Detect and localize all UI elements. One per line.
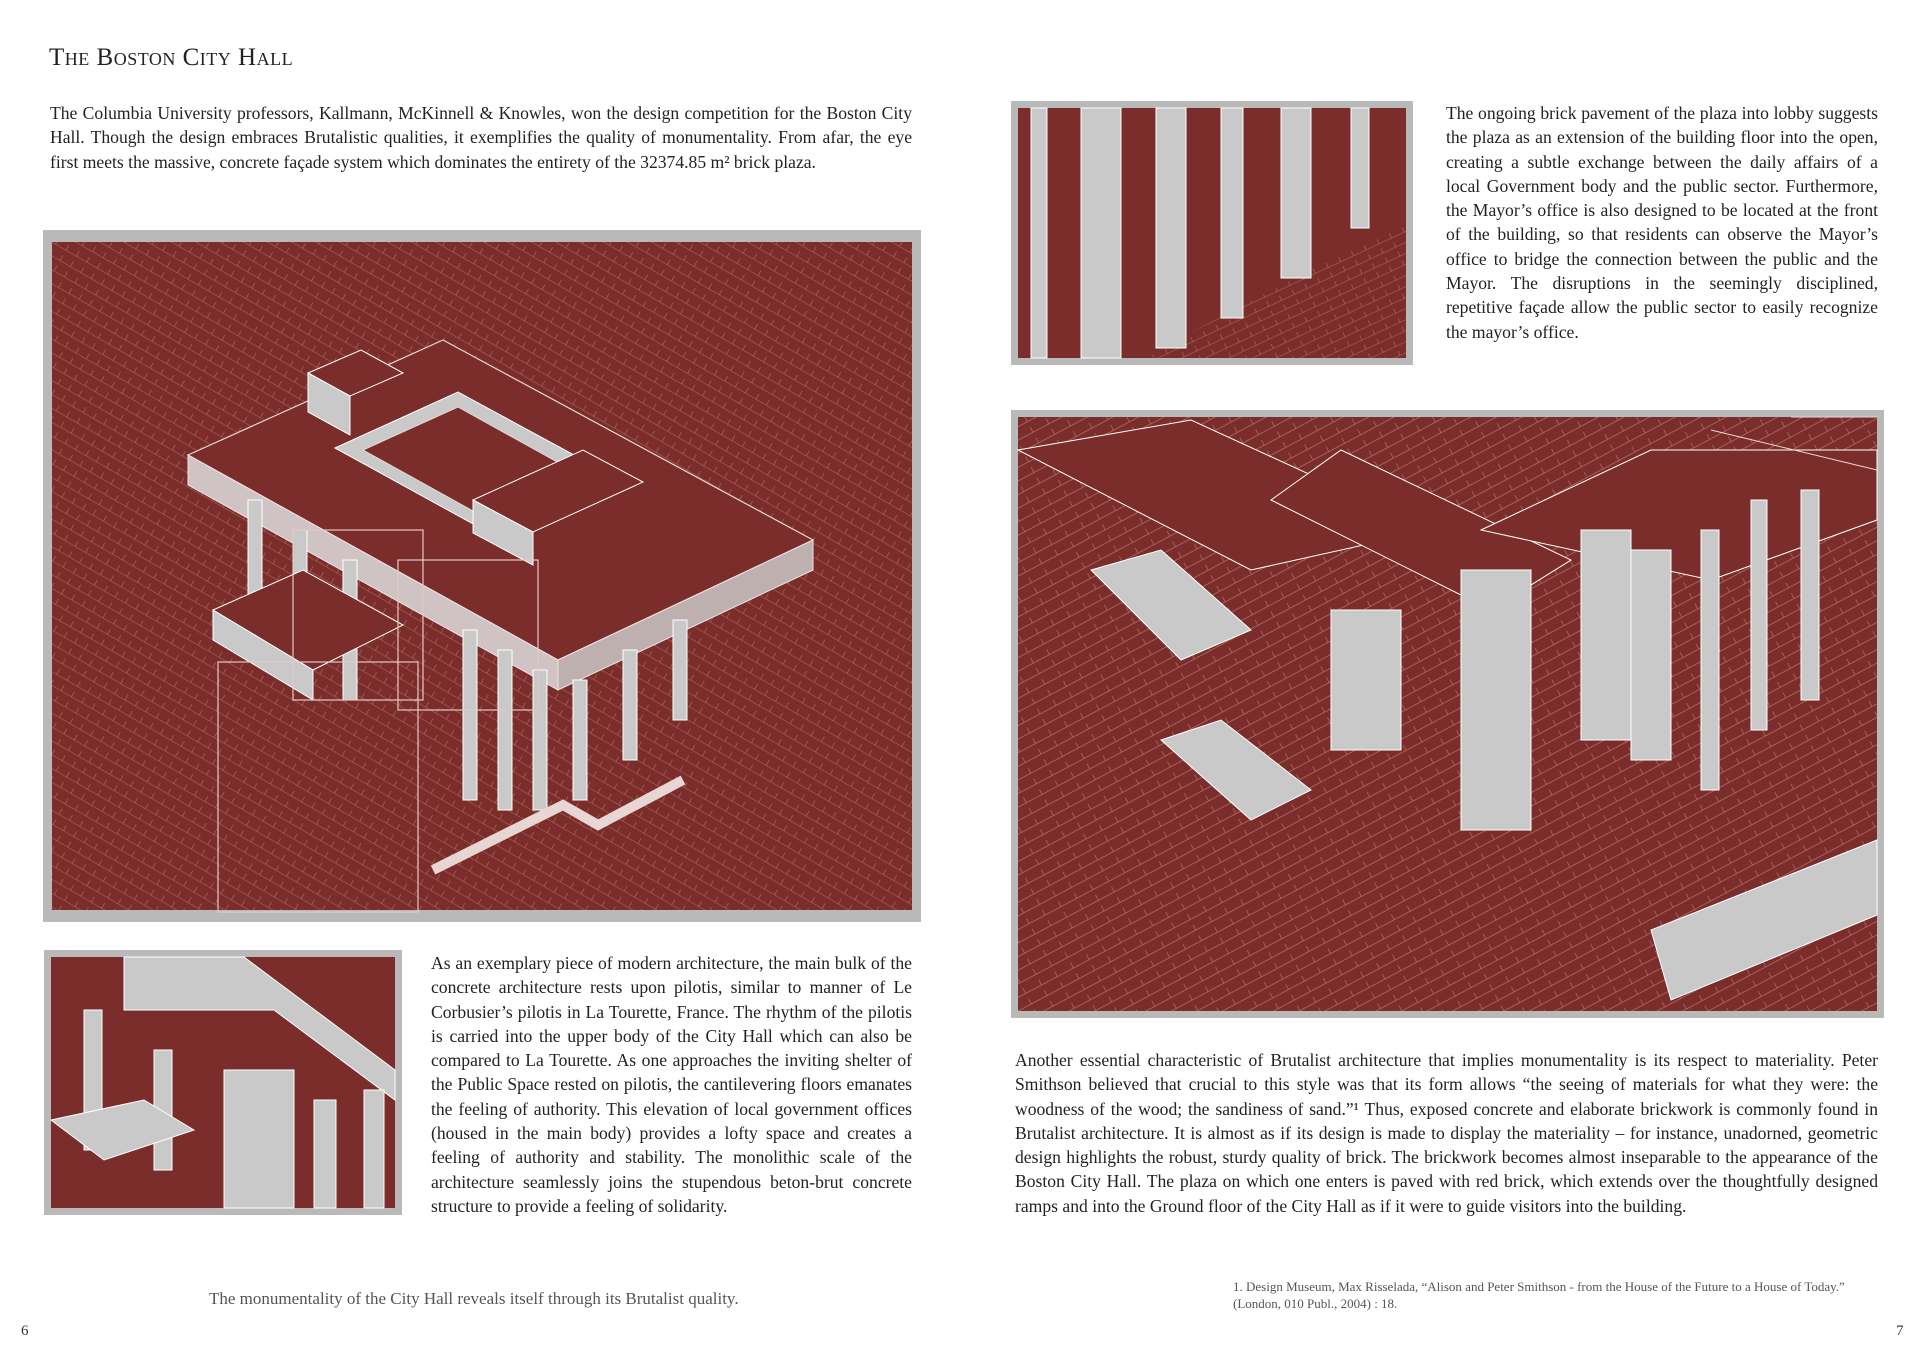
figure-caption: The monumentality of the City Hall reveals itself through its Brutalist quality. xyxy=(209,1289,739,1308)
page-number-left: 6 xyxy=(21,1323,29,1339)
detail-drawing-plaza xyxy=(1011,410,1884,1018)
materiality-paragraph: Another essential characteristic of Brutalist architecture that implies monumentality is its respect to materiality. Peter Smithson believed that crucial to this style was that its form allows “the seeing of materials for what they were: the woodness of the wood; the sandiness of sand.”¹ Thus, exposed concrete and elaborate brickwork is commonly found in Brutalist architecture. It is almost as if its design is made to display the materiality – for instance, unadorned, geometric design highlights the robust, sturdy quality of brick. The brickwork becomes almost inseparable to the appearance of the Boston City Hall. The plaza on which one enters is paved with red brick, which extends over the thoughtfully designed ramps and into the Ground floor of the City Hall as if it were to guide visitors into the building. xyxy=(1015,1050,1878,1216)
city-hall-axonometric-drawing xyxy=(43,230,921,922)
page-number-right: 7 xyxy=(1896,1323,1904,1339)
plaza-paragraph: The ongoing brick pavement of the plaza into lobby suggests the plaza as an extension of the building floor into the open, creating a subtle exchange between the daily affairs of a local Government body and the public sector. Furthermore, the Mayor’s office is also designed to be located at the front of the building, so that residents can observe the Mayor’s office to bridge the connection between the public and the Mayor. The disruptions in the seemingly disciplined, repetitive façade allow the public sector to easily recognize the mayor’s office. xyxy=(1446,103,1878,342)
footnote: 1. Design Museum, Max Risselada, “Alison and Peter Smithson - from the House of the Future to a House of Today.” (London, 010 Publ., 2004) : 18. xyxy=(1233,1279,1845,1311)
detail-drawing-lobby xyxy=(1011,101,1413,365)
intro-paragraph: The Columbia University professors, Kallmann, McKinnell & Knowles, won the design competition for the Boston City Hall. Though the design embraces Brutalistic qualities, it exemplifies the quality of monumentality. From afar, the eye first meets the massive, concrete façade system which dominates the entirety of the 32374.85 m² brick plaza. xyxy=(50,103,912,172)
detail-drawing-pilotis xyxy=(44,950,402,1215)
page-title: The Boston City Hall xyxy=(49,44,294,71)
pilotis-paragraph: As an exemplary piece of modern architecture, the main bulk of the concrete architecture rests upon pilotis, similar to manner of Le Corbusier’s pilotis in La Tourette, France. The rhythm of the pilotis is carried into the upper body of the City Hall which can also be compared to La Tourette. As one approaches the inviting shelter of the Public Space rested on pilotis, the cantilevering floors emanates the feeling of authority. This elevation of local government offices (housed in the main body) provides a lofty space and creates a feeling of authority and stability. The monolithic scale of the architecture seamlessly joins the stupendous beton-brut concrete structure to provide a feeling of solidarity. xyxy=(431,953,912,1216)
